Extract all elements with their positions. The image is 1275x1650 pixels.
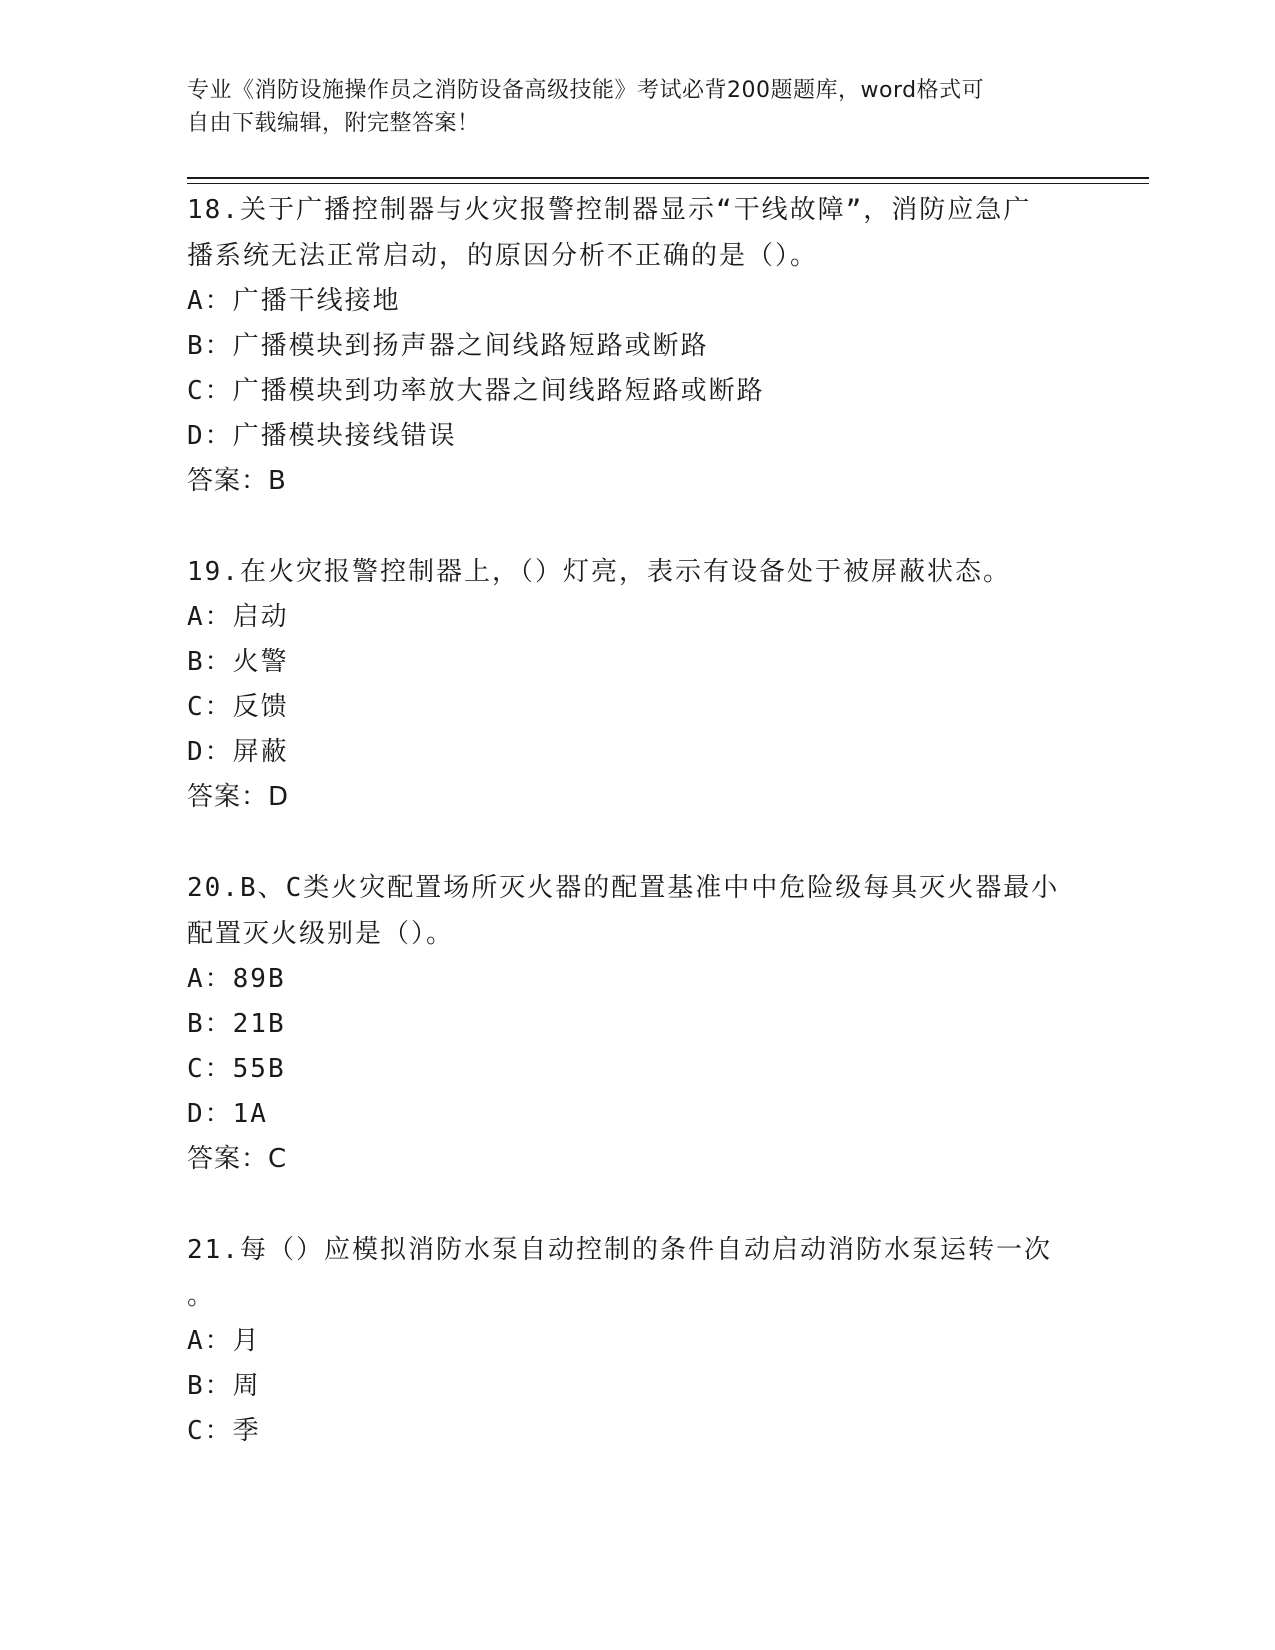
option-a: A：89B — [187, 964, 286, 994]
option-b: B：周 — [187, 1371, 261, 1401]
header-divider-thin — [187, 183, 1149, 184]
questions-list — [187, 187, 1087, 1454]
header-line-2: 自由下载编辑，附完整答案！ — [187, 111, 480, 136]
option-b: B：火警 — [187, 647, 289, 677]
option-c: C：55B — [187, 1054, 286, 1084]
option-b: B：广播模块到扬声器之间线路短路或断路 — [187, 331, 709, 361]
question-spacer — [187, 1182, 1087, 1227]
option-b: B：21B — [187, 1009, 286, 1039]
answer-line: 答案：D — [187, 782, 290, 812]
question-stem-line: 20.B、C类火灾配置场所灭火器的配置基准中中危险级每具灭火器最小 — [187, 873, 1060, 903]
question-stem-line: 。 — [187, 1281, 216, 1311]
question-19 — [187, 549, 1087, 820]
question-20 — [187, 865, 1087, 1182]
option-a: A：月 — [187, 1326, 261, 1356]
question-18 — [187, 187, 1087, 504]
question-21 — [187, 1227, 1087, 1454]
question-spacer — [187, 504, 1087, 549]
document-header — [187, 74, 1087, 140]
question-spacer — [187, 820, 1087, 865]
option-d: D：1A — [187, 1099, 268, 1129]
option-a: A：广播干线接地 — [187, 286, 401, 316]
option-a: A：启动 — [187, 602, 289, 632]
header-line-1: 专业《消防设施操作员之消防设备高级技能》考试必背200题题库，word格式可 — [187, 78, 985, 103]
question-stem-line: 18.关于广播控制器与火灾报警控制器显示“干线故障”，消防应急广 — [187, 195, 1032, 225]
question-stem-line: 配置灭火级别是（）。 — [187, 919, 455, 949]
option-d: D：屏蔽 — [187, 737, 289, 767]
answer-line: 答案：B — [187, 466, 287, 496]
option-c: C：广播模块到功率放大器之间线路短路或断路 — [187, 376, 765, 406]
option-c: C：反馈 — [187, 692, 289, 722]
option-d: D：广播模块接线错误 — [187, 421, 457, 451]
question-stem-line: 21.每（）应模拟消防水泵自动控制的条件自动启动消防水泵运转一次 — [187, 1235, 1052, 1265]
question-stem-line: 播系统无法正常启动，的原因分析不正确的是（）。 — [187, 241, 819, 271]
header-divider-thick — [187, 177, 1149, 179]
option-c: C：季 — [187, 1416, 261, 1446]
answer-line: 答案：C — [187, 1144, 288, 1174]
question-stem-line: 19.在火灾报警控制器上，（）灯亮，表示有设备处于被屏蔽状态。 — [187, 557, 1011, 587]
